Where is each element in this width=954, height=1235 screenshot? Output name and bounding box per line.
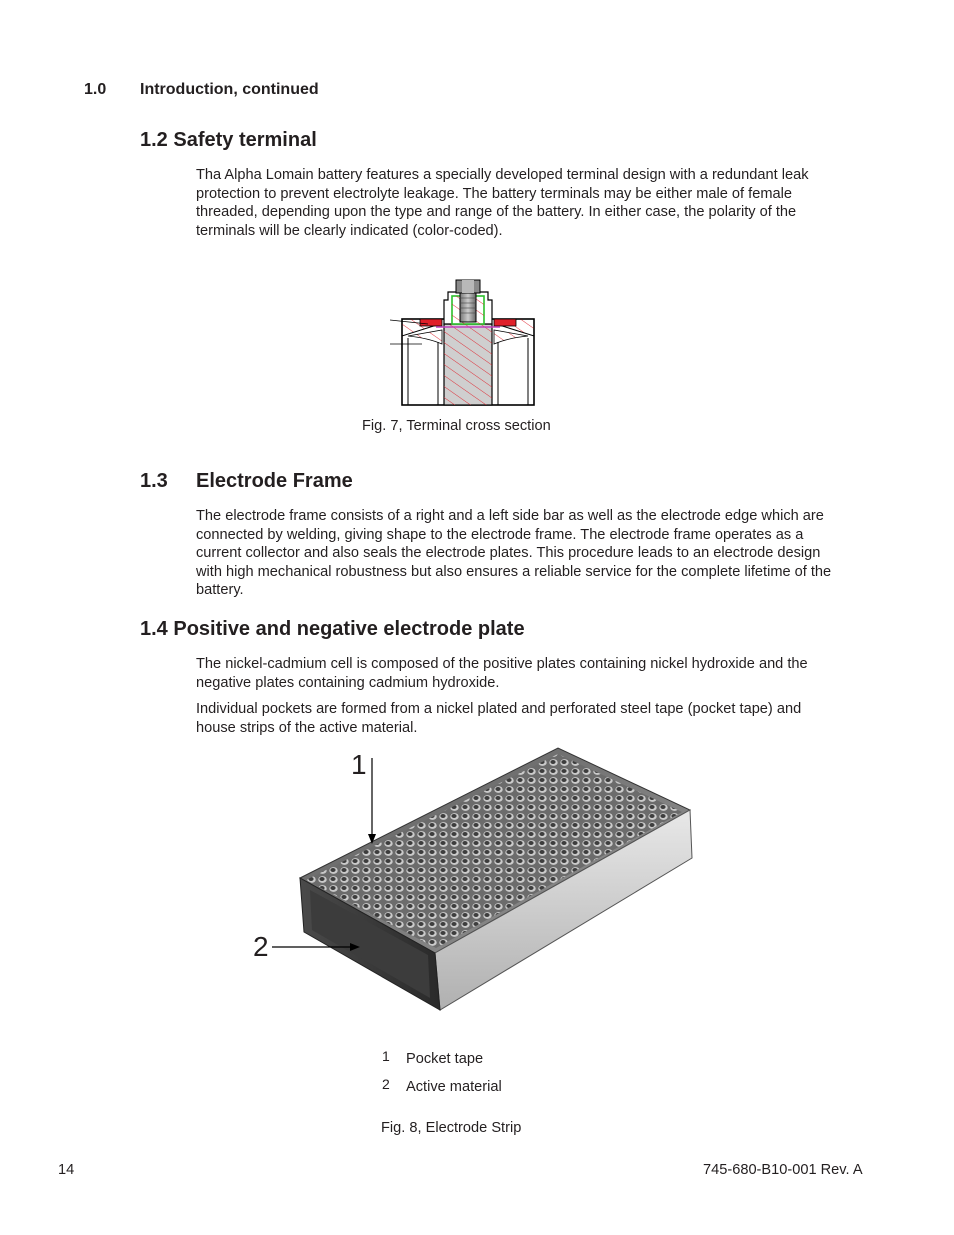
legend-label: Pocket tape	[406, 1051, 484, 1067]
heading-electrode-frame: Electrode Frame	[196, 470, 353, 492]
paragraph-electrode-plate-2: Individual pockets are formed from a nickel plated and perforated steel tape (pocket tape) and house strips of the active material.	[196, 701, 802, 736]
paragraph-electrode-plate-1: The nickel-cadmium cell is composed of the positive plates containing nickel hydroxide and the negative plates containing cadmium hydroxide.	[196, 656, 808, 691]
fig8-caption: Fig. 8, Electrode Strip	[381, 1120, 522, 1136]
section-number: 1.0	[84, 81, 107, 98]
page-number: 14	[58, 1162, 75, 1178]
callout-1: 1	[351, 749, 367, 780]
document-id: 745-680-B10-001 Rev. A	[703, 1162, 863, 1178]
paragraph-safety-terminal: Tha Alpha Lomain battery features a specially developed terminal design with a redundant leak protection to prevent electrolyte leakage. The battery terminals may be either male of female threaded, depending upon the type and range of the battery. In either case, the polarity of the terminals will be clearly indicated (color-coded).	[196, 167, 809, 239]
paragraph-electrode-frame: The electrode frame consists of a right and a left side bar as well as the electrode edge which are connected by welding, giving shape to the electrode frame. The electrode frame operates as a current collector and also seals the electrode plates. This procedure leads to an electrode design with high mechanical robustness but also ensures a reliable service for the complete lifetime of the battery.	[196, 508, 832, 599]
legend-label: Active material	[406, 1079, 502, 1095]
running-header	[84, 81, 106, 99]
heading-electrode-frame-number: 1.3	[140, 470, 168, 492]
electrode-strip-figure	[240, 740, 710, 1020]
running-header-title: Introduction, continued	[140, 81, 319, 98]
legend-number: 1	[382, 1048, 390, 1064]
legend-number: 2	[382, 1076, 390, 1092]
terminal-cross-section-figure	[380, 276, 550, 408]
callout-2: 2	[253, 931, 269, 962]
heading-safety-terminal: 1.2 Safety terminal	[140, 129, 317, 151]
fig7-caption: Fig. 7, Terminal cross section	[362, 418, 551, 434]
heading-electrode-plate: 1.4 Positive and negative electrode plate	[140, 618, 525, 640]
